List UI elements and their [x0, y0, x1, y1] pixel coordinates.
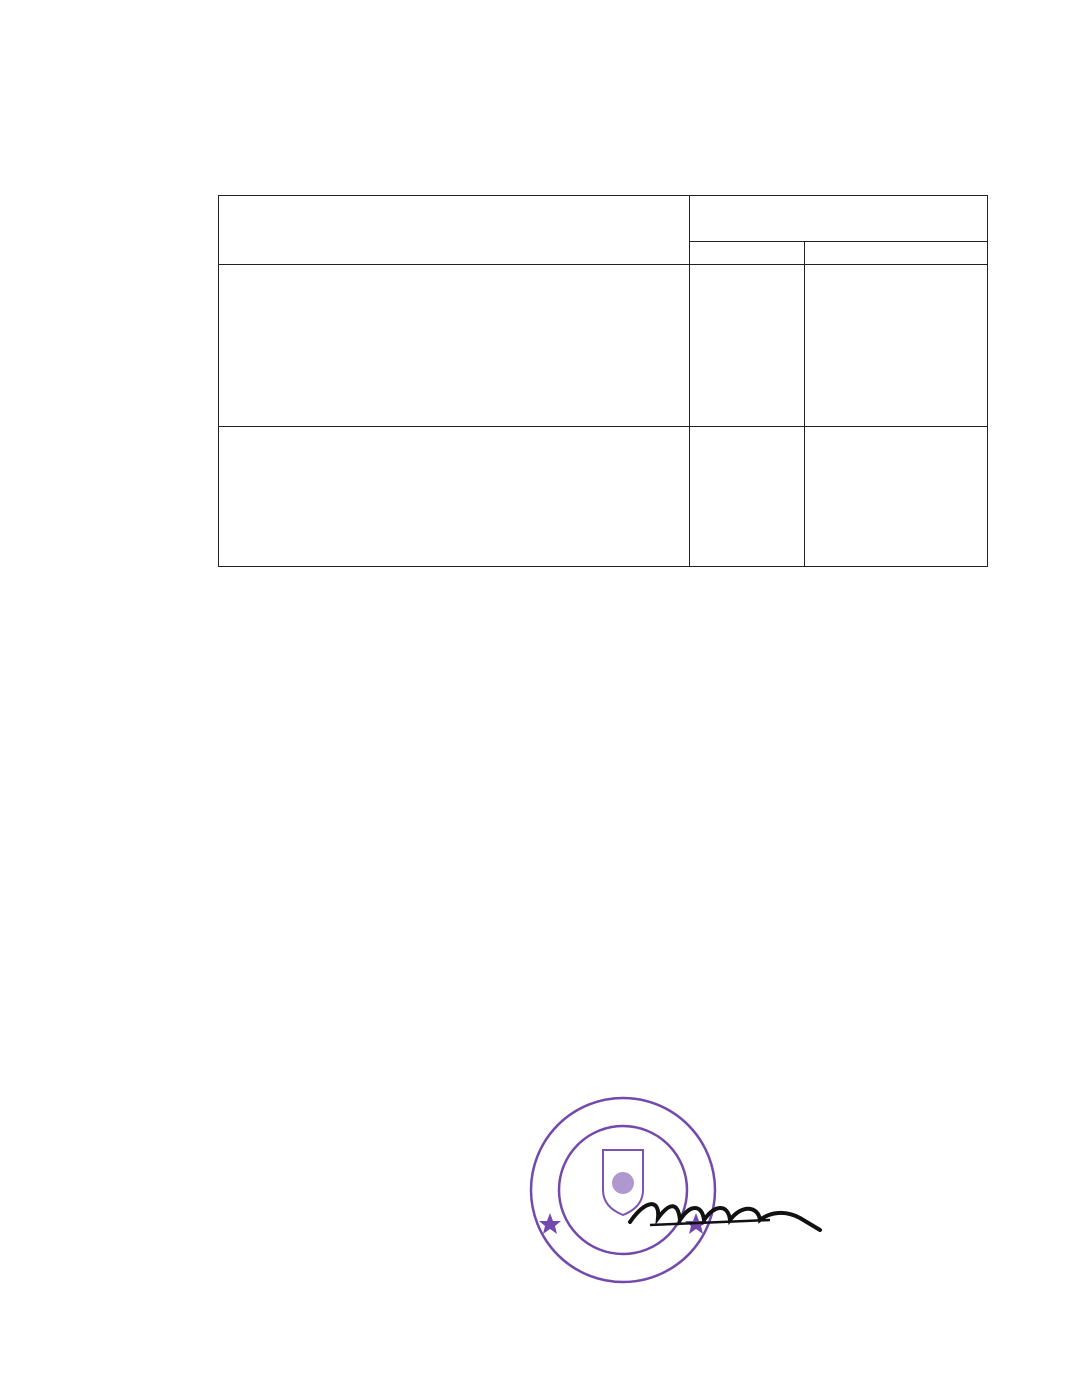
header-wfh	[690, 242, 805, 265]
header-service-column	[219, 196, 690, 265]
table-row	[219, 265, 988, 427]
service-cell	[219, 265, 690, 427]
wfh-cell	[690, 427, 805, 567]
wfo-cell	[805, 427, 988, 567]
service-percentage-table	[218, 195, 988, 567]
header-wfo	[805, 242, 988, 265]
table-row	[219, 427, 988, 567]
header-percentage-column	[690, 196, 988, 242]
service-cell	[219, 427, 690, 567]
handwritten-signature	[620, 1190, 830, 1240]
wfh-cell	[690, 265, 805, 427]
wfo-cell	[805, 265, 988, 427]
